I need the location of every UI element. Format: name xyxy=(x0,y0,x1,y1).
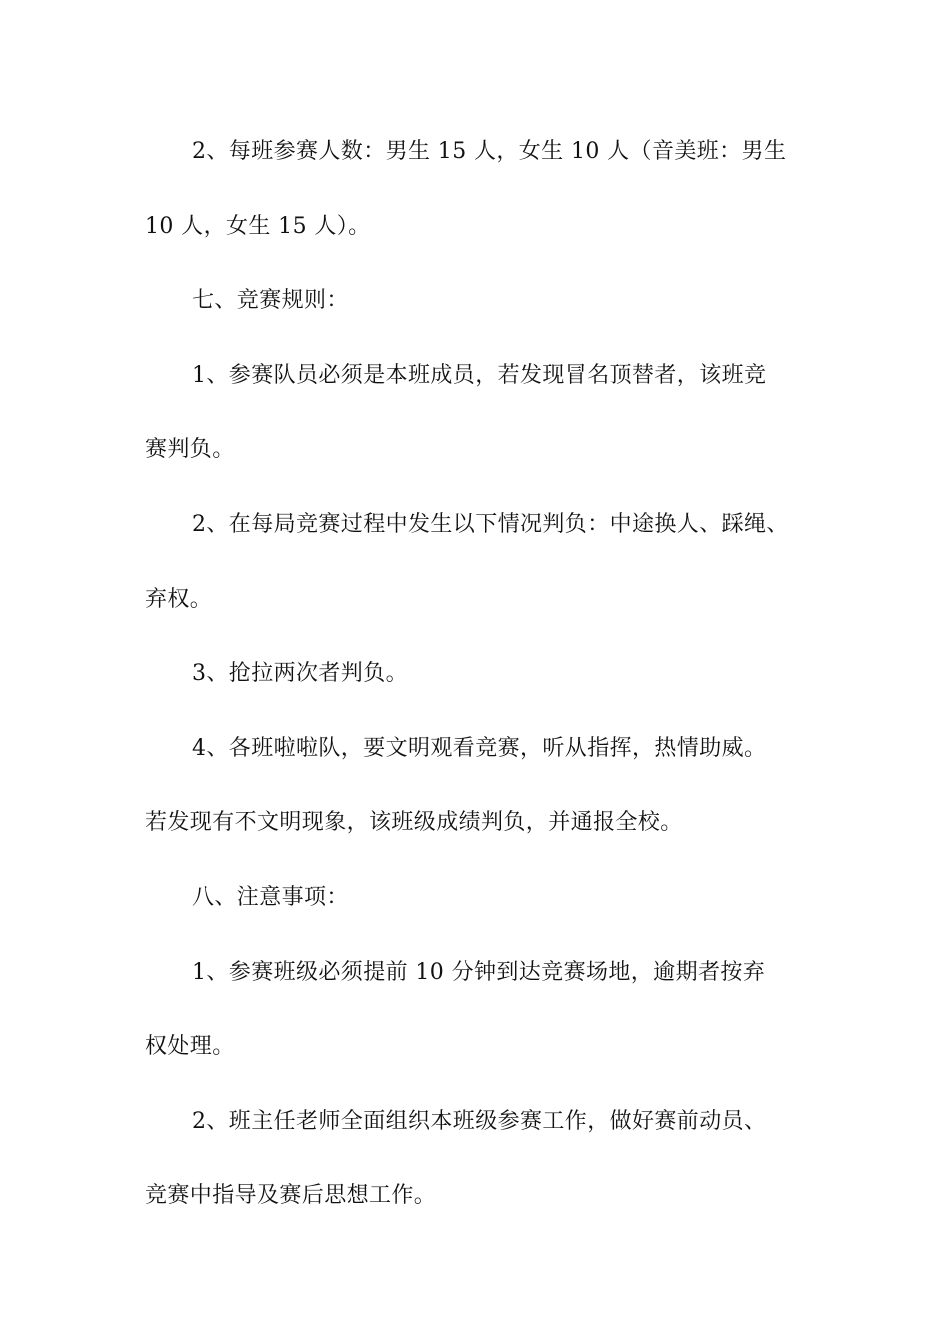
text-line: 2、每班参赛人数：男生 15 人，女生 10 人（音美班：男生 xyxy=(192,139,787,164)
section-heading: 八、注意事项： xyxy=(192,884,349,910)
text-line: 若发现有不文明现象，该班级成绩判负，并通报全校。 xyxy=(145,810,683,836)
text-line: 1、参赛队员必须是本班成员，若发现冒名顶替者，该班竞 xyxy=(192,362,767,388)
text-line: 1、参赛班级必须提前 10 分钟到达竞赛场地，逾期者按弃 xyxy=(192,959,766,985)
text-line: 竞赛中指导及赛后思想工作。 xyxy=(145,1183,437,1209)
text-line: 2、在每局竞赛过程中发生以下情况判负：中途换人、踩绳、 xyxy=(192,511,789,537)
text-line: 赛判负。 xyxy=(145,437,235,463)
text-line: 权处理。 xyxy=(145,1034,235,1060)
text-line: 10 人，女生 15 人）。 xyxy=(145,213,371,239)
text-line: 2、班主任老师全面组织本班级参赛工作，做好赛前动员、 xyxy=(192,1108,767,1134)
text-line: 3、抢拉两次者判负。 xyxy=(192,661,408,687)
document-body xyxy=(145,128,815,1247)
text-line: 4、各班啦啦队，要文明观看竞赛，听从指挥，热情助威。 xyxy=(192,735,767,761)
section-heading: 七、竞赛规则： xyxy=(192,288,349,314)
text-line: 弃权。 xyxy=(145,586,213,612)
